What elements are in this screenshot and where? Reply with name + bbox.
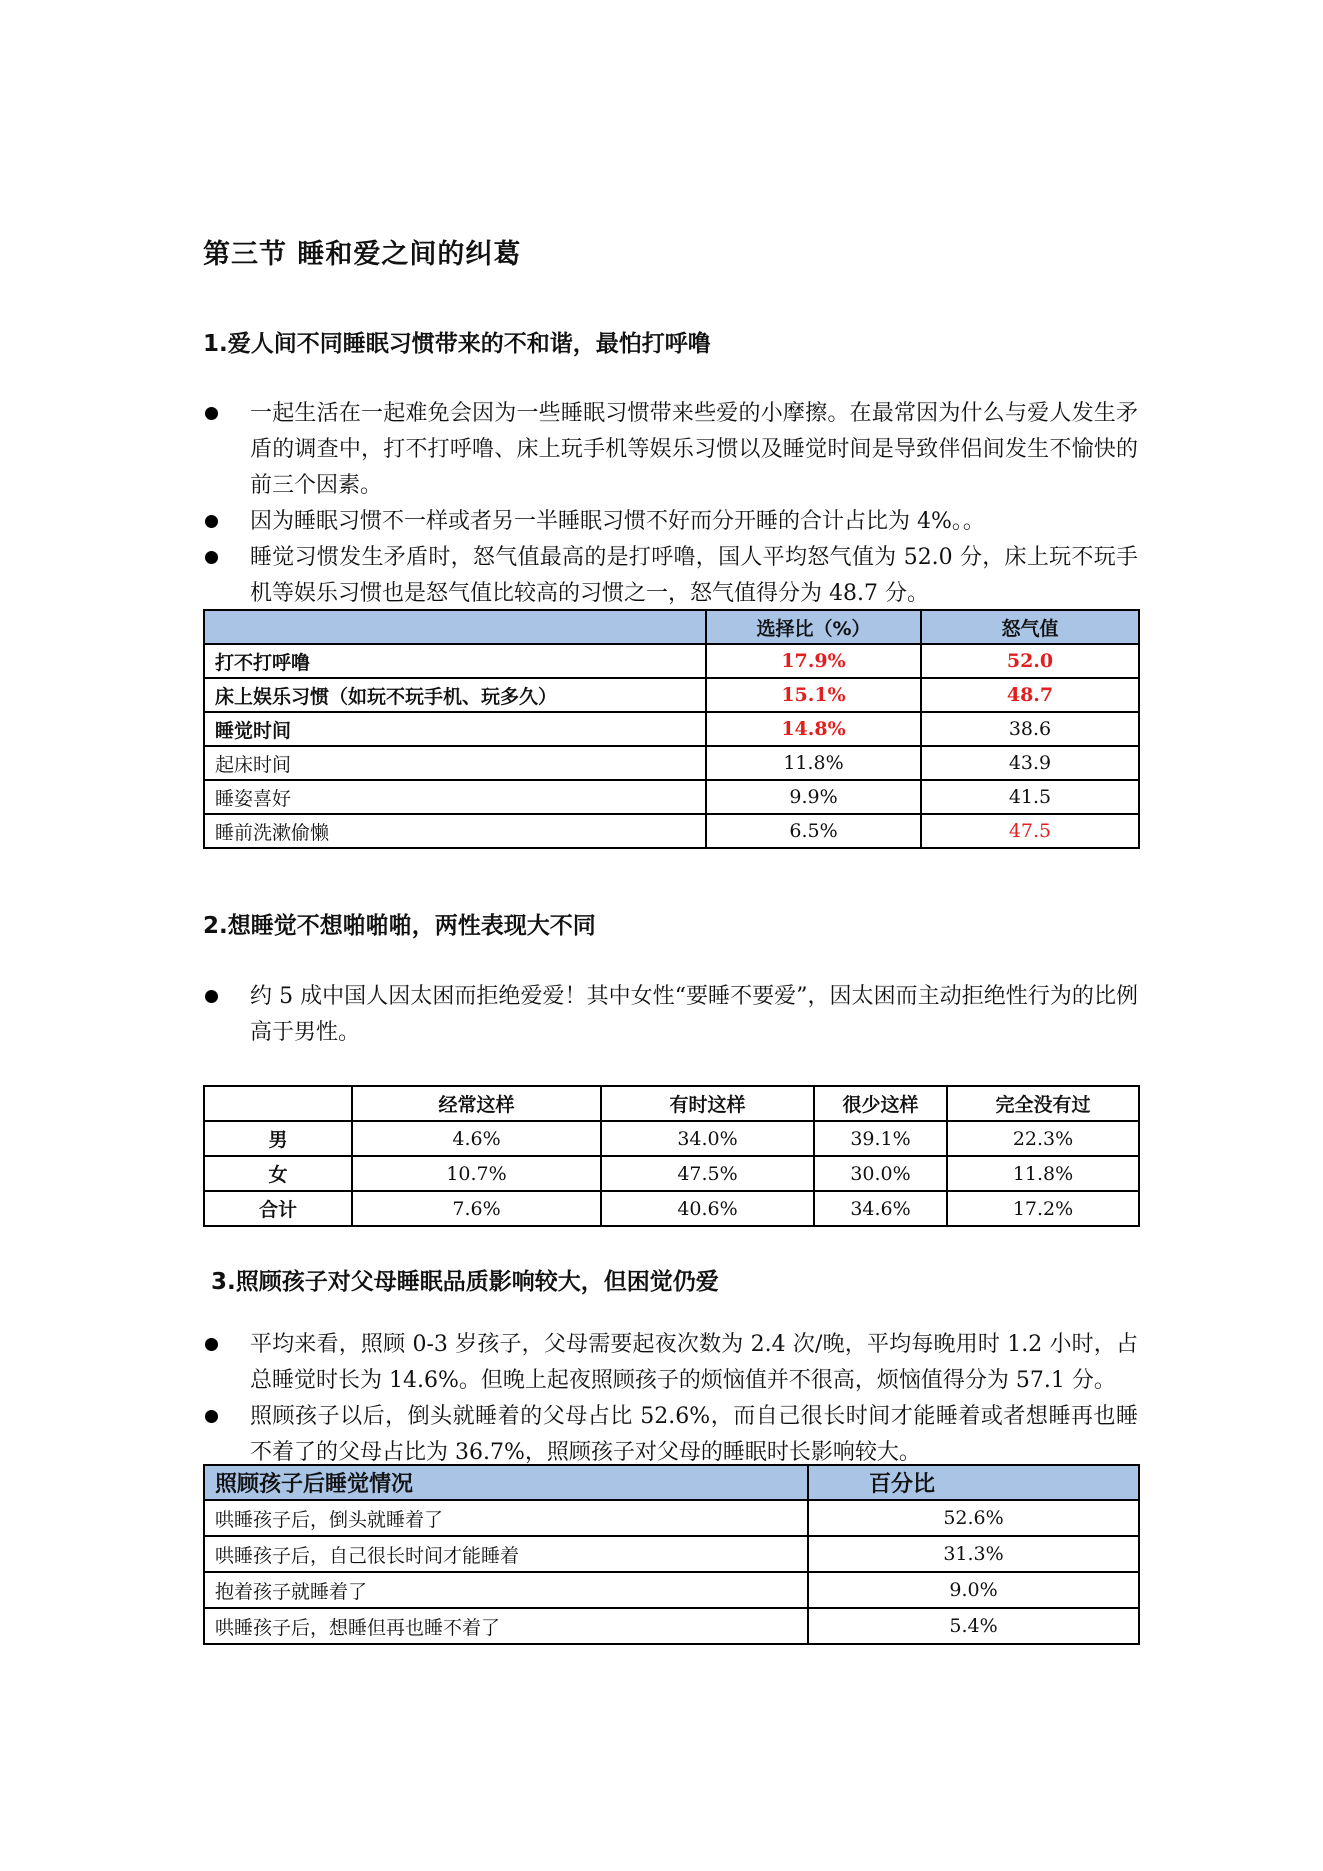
table-row: 睡觉时间 14.8% 38.6 (204, 712, 1139, 746)
subsection-3-bullets (203, 1327, 1138, 1471)
table-row: 合计 7.6% 40.6% 34.6% 17.2% (204, 1191, 1139, 1226)
bullet-item: 约 5 成中国人因太困而拒绝爱爱！其中女性“要睡不要爱”，因太困而主动拒绝性行为的比例高于男性。 (203, 979, 1138, 1051)
subsection-2-title: 2.想睡觉不想啪啪啪，两性表现大不同 (203, 913, 596, 939)
table-row: 哄睡孩子后，倒头就睡着了 52.6% (204, 1500, 1139, 1536)
snoring-conflict-table (203, 609, 1140, 849)
bullet-item: 睡觉习惯发生矛盾时，怒气值最高的是打呼噜，国人平均怒气值为 52.0 分，床上玩不玩手机等娱乐习惯也是怒气值比较高的习惯之一，怒气值得分为 48.7 分。 (203, 540, 1138, 612)
table-row: 抱着孩子就睡着了 9.0% (204, 1572, 1139, 1608)
subsection-1-bullets (203, 396, 1138, 612)
bullet-item: 一起生活在一起难免会因为一些睡眠习惯带来些爱的小摩擦。在最常因为什么与爱人发生矛盾的调查中，打不打呼噜、床上玩手机等娱乐习惯以及睡觉时间是导致伴侣间发生不愉快的前三个因素。 (203, 396, 1138, 504)
subsection-3-title: 3.照顾孩子对父母睡眠品质影响较大，但困觉仍爱 (211, 1269, 719, 1295)
subsection-2-bullets (203, 979, 1138, 1051)
bullet-item: 因为睡眠习惯不一样或者另一半睡眠习惯不好而分开睡的合计占比为 4%。。 (203, 504, 1138, 540)
table-header-row: 照顾孩子后睡觉情况 百分比 (204, 1465, 1139, 1500)
bullet-item: 照顾孩子以后，倒头就睡着的父母占比 52.6%，而自己很长时间才能睡着或者想睡再也睡不着了的父母占比为 36.7%，照顾孩子对父母的睡眠时长影响较大。 (203, 1399, 1138, 1471)
table-row: 睡姿喜好 9.9% 41.5 (204, 780, 1139, 814)
table-header-row: 经常这样 有时这样 很少这样 完全没有过 (204, 1086, 1139, 1121)
table-row: 男 4.6% 34.0% 39.1% 22.3% (204, 1121, 1139, 1156)
table-row: 女 10.7% 47.5% 30.0% 11.8% (204, 1156, 1139, 1191)
table-row: 打不打呼噜 17.9% 52.0 (204, 644, 1139, 678)
table-row: 睡前洗漱偷懒 6.5% 47.5 (204, 814, 1139, 848)
gender-sleep-sex-table (203, 1085, 1140, 1227)
table-row: 起床时间 11.8% 43.9 (204, 746, 1139, 780)
subsection-1-title: 1.爱人间不同睡眠习惯带来的不和谐，最怕打呼噜 (203, 331, 711, 357)
childcare-sleep-table (203, 1464, 1140, 1645)
table-header-row: 选择比（%） 怒气值 (204, 610, 1139, 644)
table-row: 哄睡孩子后，自己很长时间才能睡着 31.3% (204, 1536, 1139, 1572)
table-row: 床上娱乐习惯（如玩不玩手机、玩多久） 15.1% 48.7 (204, 678, 1139, 712)
table-row: 哄睡孩子后，想睡但再也睡不着了 5.4% (204, 1608, 1139, 1644)
bullet-item: 平均来看，照顾 0-3 岁孩子，父母需要起夜次数为 2.4 次/晚，平均每晚用时 1.2 小时，占总睡觉时长为 14.6%。但晚上起夜照顾孩子的烦恼值并不很高，烦恼值得分为 57.1 分。 (203, 1327, 1138, 1399)
section-title: 第三节 睡和爱之间的纠葛 (203, 239, 522, 270)
